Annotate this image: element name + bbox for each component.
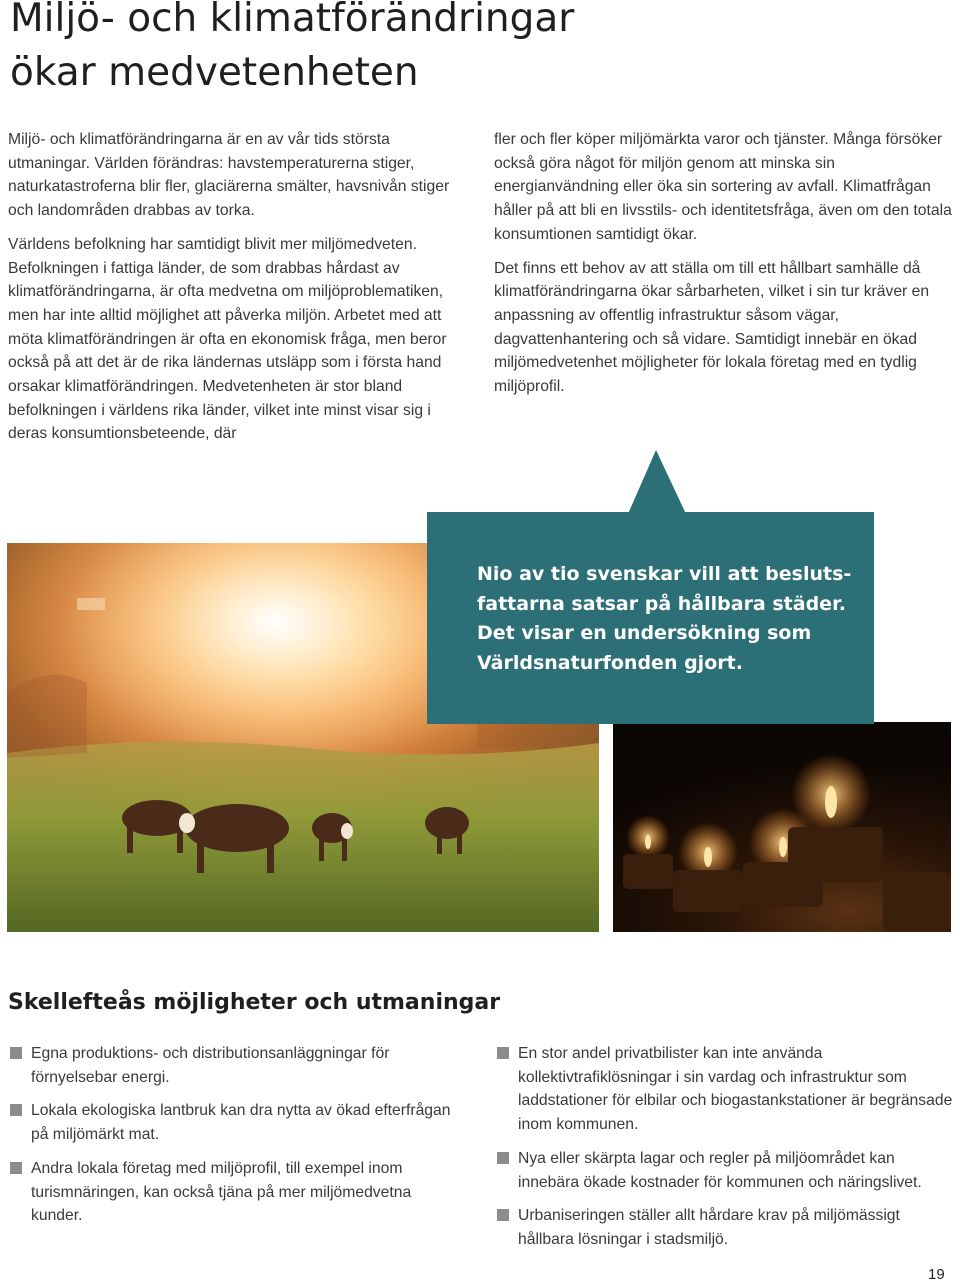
paragraph: Det finns ett behov av att ställa om till ett hållbart samhälle då klimatförändringarna ökar sårbarheten, vilket i sin tur kräver en anpassning av offentlig infrastruktur såsom vägar, dagvattenhantering och så vidare. Samtidigt innebär en ökad miljömedvetenhet möjligheter för lokala företag med en tydlig miljöprofil. — [494, 259, 930, 396]
square-bullet-icon — [497, 1209, 509, 1221]
list-item-text: En stor andel privatbilister kan inte använda kollektivtrafiklösningar i sin vardag och infrastruktur som laddstationer för elbilar och biogastankstationer är begränsade inom kommunen. — [518, 1045, 953, 1134]
list-item — [495, 1042, 960, 1137]
paragraph: fler och fler köper miljömärkta varor och tjänster. Många försöker också göra något för miljön genom att minska sin energianvändning eller öka sin sortering av avfall. Klimatfrågan håller på att bli en livsstils- och identitetsfråga, även om den totala konsumtionen samtidigt ökar. — [494, 131, 952, 243]
list-item — [8, 1099, 458, 1146]
list-item-text: Nya eller skärpta lagar och regler på miljöområdet kan innebära ökade kostnader för kommunen och näringslivet. — [518, 1149, 922, 1191]
list-item — [495, 1147, 960, 1194]
quote-line: fattarna satsar på hållbara städer. — [477, 592, 846, 615]
challenges-list — [495, 1042, 960, 1262]
candles-illustration — [613, 722, 951, 932]
square-bullet-icon — [10, 1047, 22, 1059]
quote-line: Nio av tio svenskar vill att besluts- — [477, 563, 852, 585]
page-title-line-2: ökar medvetenheten — [10, 50, 419, 95]
quote-line: Världsnaturfonden gjort. — [477, 651, 743, 674]
list-item — [8, 1157, 458, 1228]
candles-photo — [613, 722, 951, 932]
list-item-text: Lokala ekologiska lantbruk kan dra nytta av ökad efterfrågan på miljömärkt mat. — [31, 1102, 451, 1144]
quote-line: Det visar en undersökning som — [477, 622, 812, 644]
list-item-text: Egna produktions- och distributionsanläggningar för förnyelsebar energi. — [31, 1045, 390, 1086]
page-number: 19 — [928, 1266, 945, 1283]
quote-bubble-tail — [628, 450, 688, 514]
paragraph: Världens befolkning har samtidigt blivit mer miljömedveten. Befolkningen i fattiga länder, de som drabbas hårdast av klimatförändringarna, är ofta medvetna om miljöproblematiken, men har inte alltid möjlighet att påverka miljön. Arbetet med att möta klimatförändringen är ofta en ekonomisk fråga, men beror också på att det är de rika ländernas utsläpp som i första hand orsakar klimatförändringen. Medvetenheten är stor bland befolkningen i världens rika länder, vilket inte minst visar sig i deras konsumtionsbeteende, där — [8, 235, 447, 443]
square-bullet-icon — [497, 1152, 509, 1164]
opportunities-list — [8, 1042, 458, 1238]
body-column-right — [494, 128, 956, 409]
quote-text — [477, 560, 857, 678]
list-item — [8, 1042, 458, 1089]
page-title — [10, 0, 710, 100]
list-item — [495, 1204, 960, 1251]
quote-box — [427, 512, 874, 724]
square-bullet-icon — [497, 1047, 509, 1059]
square-bullet-icon — [10, 1104, 22, 1116]
section-heading: Skellefteås möjligheter och utmaningar — [8, 990, 501, 1015]
list-item-text: Urbaniseringen ställer allt hårdare krav på miljömässigt hållbara lösningar i stadsmiljö. — [518, 1207, 900, 1248]
list-item-text: Andra lokala företag med miljöprofil, till exempel inom turismnäringen, kan också tjäna på mer miljömedvetna kunder. — [31, 1159, 412, 1225]
paragraph: Miljö- och klimatförändringarna är en av vår tids största utmaningar. Världen förändras: havstemperaturerna stiger, naturkatastroferna blir fler, glaciärerna smälter, havsnivån stiger och landområden drabbas av torka. — [8, 131, 450, 220]
page-title-line-1: Miljö- och klimatförändringar — [10, 0, 575, 41]
body-column-left — [8, 128, 463, 456]
square-bullet-icon — [10, 1162, 22, 1174]
